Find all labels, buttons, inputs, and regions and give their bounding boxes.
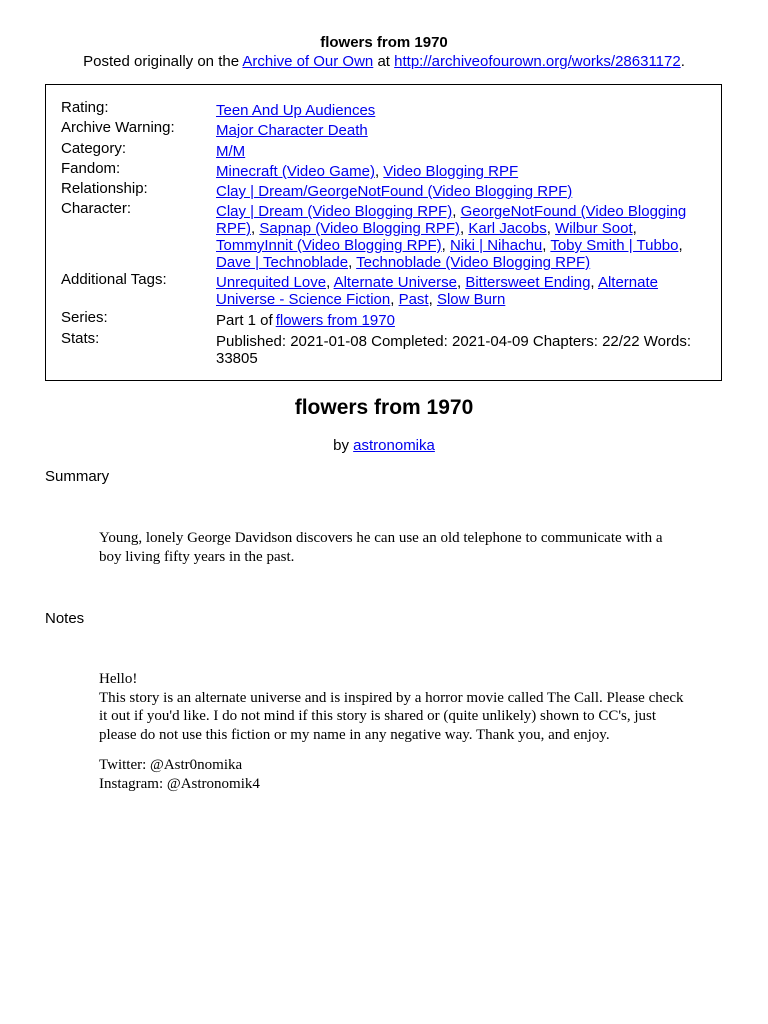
summary-text [99, 529, 684, 566]
work-title: flowers from 1970 [294, 396, 474, 419]
relationship-link[interactable]: Clay | Dream/GeorgeNotFound (Video Blogging RPF) [216, 183, 573, 200]
series-label: Series: [61, 309, 108, 326]
fandom-label: Fandom: [61, 160, 121, 177]
notes-text [99, 670, 684, 793]
archive-link[interactable]: Archive of Our Own [242, 53, 374, 70]
posted-at: at [373, 53, 395, 70]
character-link[interactable]: GeorgeNotFound (Video Blogging RPF) [216, 203, 687, 237]
character-link[interactable]: Wilbur Soot [555, 220, 633, 237]
stats-value: Published: 2021-01-08 Completed: 2021-04-09 Chapters: 22/22 Words: 33805 [216, 333, 692, 367]
work-url-link[interactable]: http://archiveofourown.org/works/28631172 [394, 53, 681, 70]
byline [0, 437, 768, 454]
tag-link[interactable]: Past [398, 291, 429, 308]
series-link[interactable]: flowers from 1970 [275, 312, 395, 329]
notes-hello: Hello! [99, 671, 138, 687]
series-prefix: Part 1 of [216, 312, 273, 329]
notes-instagram: Instagram: @Astronomik4 [99, 775, 260, 792]
category-label: Category: [61, 140, 127, 157]
notes-paragraph: This story is an alternate universe and is inspired by a horror movie called The Call. Please check it out if you'd like. I do not mind if this story is shared or (quite unlikely) shown to CC's, just please do not use this fiction or my name in any negative way. Thank you, and enjoy. [99, 689, 684, 743]
warning-label: Archive Warning: [61, 119, 175, 136]
summary-heading: Summary [45, 468, 110, 485]
notes-twitter: Twitter: @Astr0nomika [99, 757, 243, 773]
fandom-link[interactable]: Video Blogging RPF [383, 163, 519, 180]
relationship-label: Relationship: [61, 180, 148, 197]
stats-label: Stats: [61, 330, 100, 347]
warning-link[interactable]: Major Character Death [216, 122, 368, 139]
tag-link[interactable]: Alternate Universe [333, 274, 457, 291]
fandom-link[interactable]: Minecraft (Video Game) [216, 163, 375, 180]
tag-link[interactable]: Slow Burn [436, 291, 506, 308]
rating-link[interactable]: Teen And Up Audiences [216, 102, 376, 119]
document-title: flowers from 1970 [320, 34, 448, 51]
posted-line [0, 53, 768, 71]
category-link[interactable]: M/M [216, 143, 246, 160]
character-link[interactable]: Toby Smith | Tubbo [550, 237, 679, 254]
tag-link[interactable]: Alternate Universe - Science Fiction [216, 274, 658, 308]
byline-by: by [333, 437, 354, 454]
character-link[interactable]: Clay | Dream (Video Blogging RPF) [216, 203, 453, 220]
author-link[interactable]: astronomika [353, 437, 435, 454]
summary-paragraph: Young, lonely George Davidson discovers he can use an old telephone to communicate with a boy living fifty years in the past. [99, 530, 663, 565]
character-link[interactable]: Karl Jacobs [468, 220, 547, 237]
posted-prefix: Posted originally on the [83, 53, 243, 70]
character-label: Character: [61, 200, 132, 217]
notes-heading: Notes [45, 610, 85, 627]
character-link[interactable]: Sapnap (Video Blogging RPF) [259, 220, 461, 237]
tag-link[interactable]: Unrequited Love [216, 274, 327, 291]
character-link[interactable]: Dave | Technoblade [216, 254, 349, 271]
posted-period: . [680, 53, 685, 70]
document-header [0, 34, 768, 71]
character-link[interactable]: Technoblade (Video Blogging RPF) [356, 254, 591, 271]
tag-link[interactable]: Bittersweet Ending [465, 274, 591, 291]
character-link[interactable]: TommyInnit (Video Blogging RPF) [216, 237, 442, 254]
character-link[interactable]: Niki | Nihachu [450, 237, 543, 254]
tags-label: Additional Tags: [61, 271, 167, 288]
rating-label: Rating: [61, 99, 109, 116]
work-metadata-box: Rating: Teen And Up Audiences Archive Warning: Major Character Death Category: M/M Fandom: Minecraft (Video Game), Video Blogging RPF Relationship: Clay | Dream/GeorgeNotFound (Video Blogging RPF) Character: Clay | Dream (Video Blogging RPF), GeorgeNotFound (Video Blogging RPF), Sapnap (Video Blogging RPF), Karl Jacobs, Wilbur Soot, TommyInnit (Video Blogging RPF), Niki | Nihachu, Toby Smith | Tubbo, Dave | Technoblade, Technoblade (Video Blogging RPF) Additional Tags: Unrequited Love, Alternate Universe, Bittersweet Ending, Alternate Universe - Science Fiction, Past, Slow Burn Series: Part 1 of flowers from 1970 Stats: Published: 2021-01-08 Completed: 2021-04-09 Chapters: 22/22 Words: 33805 [45, 84, 722, 381]
